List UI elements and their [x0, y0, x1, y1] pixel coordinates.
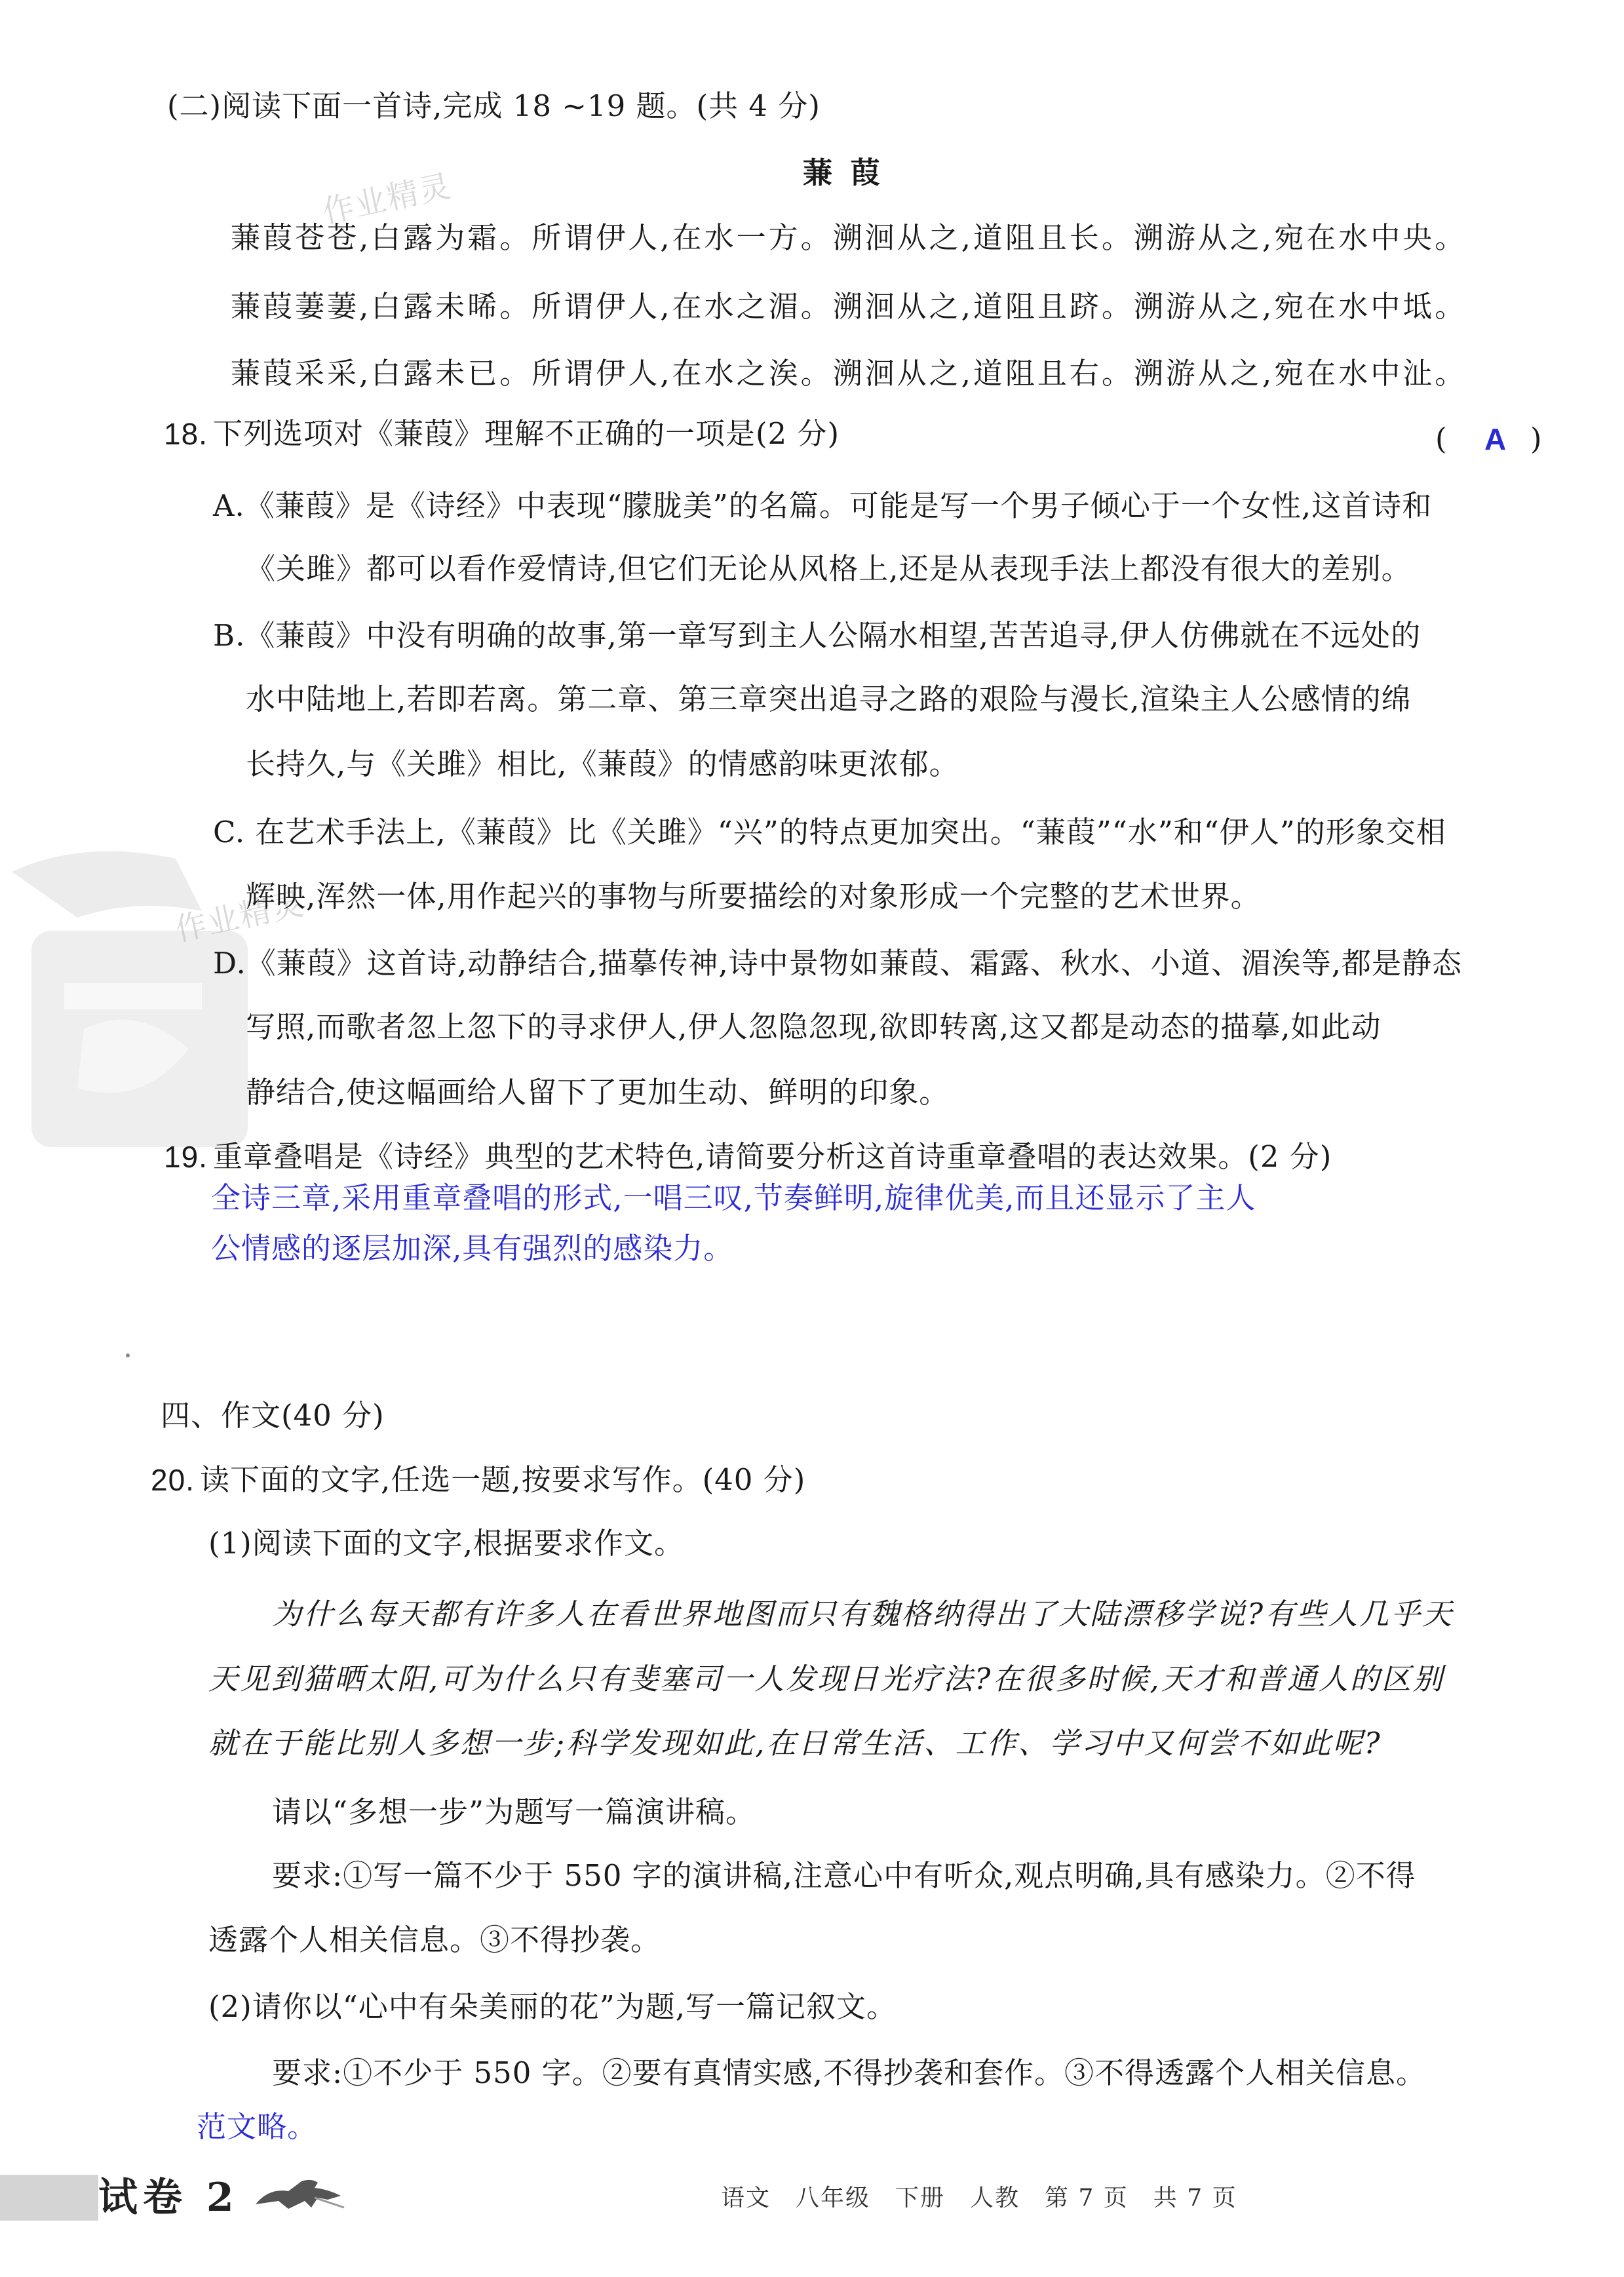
part-prompt: 请以“多想一步”为题写一篇演讲稿。 [272, 1795, 756, 1829]
option-d-line: D.《蒹葭》这首诗,动静结合,描摹传神,诗中景物如蒹葭、霜露、秋水、小道、湄涘等,都是静态 [213, 946, 1462, 981]
passage-line: 天见到猫晒太阳,可为什么只有斐塞司一人发现日光疗法?在很多时候,天才和普通人的区别 [208, 1662, 1444, 1696]
passage-line: 就在于能比别人多想一步;科学发现如此,在日常生活、工作、学习中又何尝不如此呢? [208, 1726, 1382, 1761]
answer-text: 全诗三章,采用重章叠唱的形式,一唱三叹,节奏鲜明,旋律优美,而且还显示了主人 [211, 1180, 1256, 1215]
passage-line: 为什么每天都有许多人在看世界地图而只有魏格纳得出了大陆漂移学说?有些人几乎天 [272, 1597, 1454, 1631]
margin-mark [126, 1353, 130, 1357]
question-number: 18. [164, 417, 208, 451]
part-title: (1)阅读下面的文字,根据要求作文。 [208, 1526, 685, 1561]
horse-icon [249, 2168, 347, 2221]
question-number: 20. [151, 1463, 195, 1497]
question-number: 19. [164, 1140, 208, 1174]
poem-title: 蒹 葭 [803, 155, 884, 190]
section-heading: (二)阅读下面一首诗,完成 18 ~19 题。(共 4 分) [167, 88, 821, 123]
footer-grey-band [0, 2175, 98, 2221]
option-b-line: 水中陆地上,若即若离。第二章、第三章突出追寻之路的艰险与漫长,渲染主人公感情的绵 [246, 682, 1412, 716]
part-title: (2)请你以“心中有朵美丽的花”为题,写一篇记叙文。 [208, 1989, 897, 2024]
question-stem: 读下面的文字,任选一题,按要求写作。(40 分) [200, 1462, 806, 1497]
option-c-line: C. 在艺术手法上,《蒹葭》比《关雎》“兴”的特点更加突出。“蒹葭”“水”和“伊人”的形象交相 [213, 815, 1446, 849]
option-a-line: A.《蒹葭》是《诗经》中表现“朦胧美”的名篇。可能是写一个男子倾心于一个女性,这首诗和 [213, 488, 1433, 523]
option-d-line: 静结合,使这幅画给人留下了更加生动、鲜明的印象。 [246, 1075, 950, 1110]
watermark: 作业精灵 [172, 885, 308, 949]
answer-paren-close: ) [1530, 421, 1543, 456]
option-d-line: 写照,而歌者忽上忽下的寻求伊人,伊人忽隐忽现,欲即转离,这又都是动态的描摹,如此动 [246, 1009, 1382, 1044]
option-a-line: 《关雎》都可以看作爱情诗,但它们无论从风格上,还是从表现手法上都没有很大的差别。 [246, 551, 1412, 586]
option-c-line: 辉映,浑然一体,用作起兴的事物与所要描绘的对象形成一个完整的艺术世界。 [246, 879, 1261, 914]
question-stem: 下列选项对《蒹葭》理解不正确的一项是(2 分) [213, 416, 840, 451]
question-stem: 重章叠唱是《诗经》典型的艺术特色,请简要分析这首诗重章叠唱的表达效果。(2 分) [213, 1139, 1332, 1174]
option-b-line: 长持久,与《关雎》相比,《蒹葭》的情感韵味更浓郁。 [246, 747, 959, 781]
answer-text: 公情感的逐层加深,具有强烈的感染力。 [211, 1231, 734, 1266]
requirement-line: 要求:①写一篇不少于 550 字的演讲稿,注意心中有听众,观点明确,具有感染力。②不得 [272, 1858, 1416, 1893]
answer-choice: A [1484, 422, 1507, 456]
answer-paren-open: ( [1435, 421, 1448, 456]
option-b-line: B.《蒹葭》中没有明确的故事,第一章写到主人公隔水相望,苦苦追寻,伊人仿佛就在不远处的 [213, 618, 1421, 653]
requirement-line: 透露个人相关信息。③不得抄袭。 [208, 1922, 661, 1957]
footer-title: 试卷 2 [98, 2175, 239, 2221]
poem-line: 蒹葭萋萋,白露未晞。所谓伊人,在水之湄。溯洄从之,道阻且跻。溯游从之,宛在水中坻。 [231, 289, 1467, 324]
poem-line: 蒹葭苍苍,白露为霜。所谓伊人,在水一方。溯洄从之,道阻且长。溯游从之,宛在水中央。 [231, 220, 1467, 255]
watermark: 作业精灵 [319, 167, 455, 231]
answer-text: 范文略。 [197, 2109, 318, 2144]
poem-line: 蒹葭采采,白露未已。所谓伊人,在水之涘。溯洄从之,道阻且右。溯游从之,宛在水中沚。 [231, 356, 1467, 391]
footer-page-info: 语文 八年级 下册 人教 第 7 页 共 7 页 [721, 2185, 1237, 2211]
requirement-line: 要求:①不少于 550 字。②要有真情实感,不得抄袭和套作。③不得透露个人相关信息。 [272, 2055, 1426, 2090]
section-heading: 四、作文(40 分) [161, 1398, 385, 1433]
